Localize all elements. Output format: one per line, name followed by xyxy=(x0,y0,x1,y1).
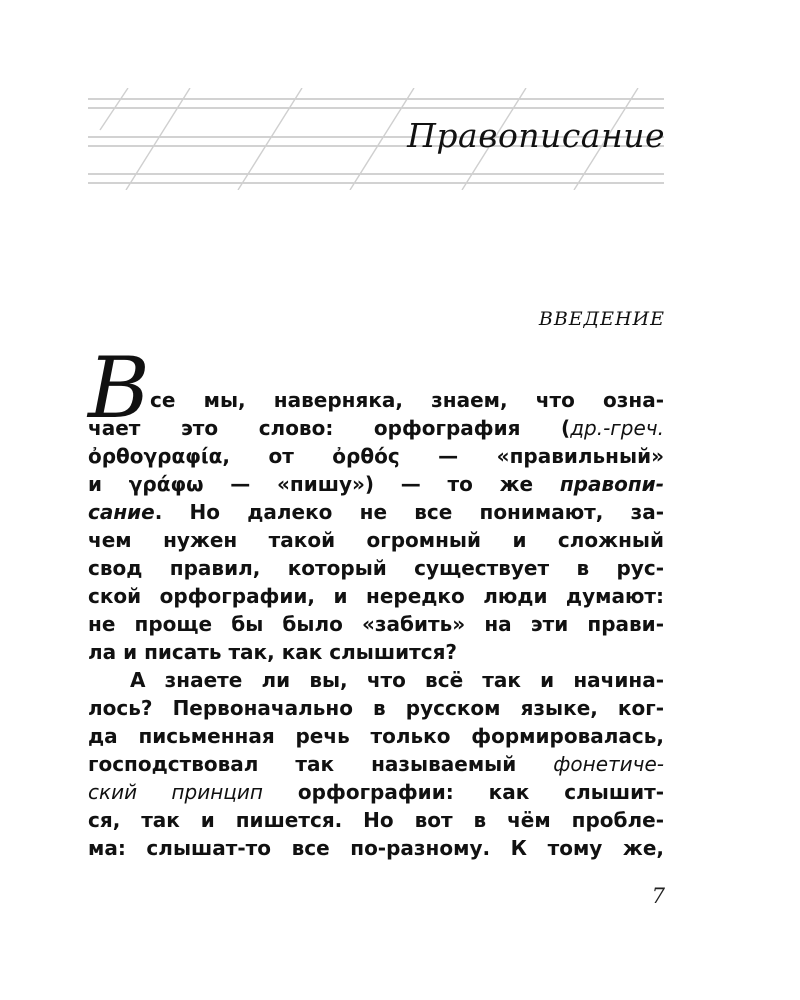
term-pravopisanie: правопи- xyxy=(559,472,664,496)
text-line xyxy=(88,694,664,722)
text-run: се мы, наверняка, знаем, что озна- xyxy=(150,388,664,412)
text-run: орфографии: как слышит- xyxy=(262,780,664,804)
term-pravopisanie-end: сание xyxy=(88,500,155,524)
etymology-note: др.-греч. xyxy=(570,416,664,440)
text-run: ὀρθογραφία, от ὀρθός — «правильный» xyxy=(88,444,664,468)
text-run: ла и писать так, как слышится? xyxy=(88,640,458,664)
text-line xyxy=(88,442,664,470)
text-line xyxy=(88,666,664,694)
text-run: лось? Первоначально в русском языке, ког- xyxy=(88,696,664,720)
text-run: свод правил, который существует в рус- xyxy=(88,556,664,580)
text-line xyxy=(88,582,664,610)
drop-cap: В xyxy=(88,339,150,437)
text-run: А знаете ли вы, что всё так и начина- xyxy=(130,668,664,692)
text-line xyxy=(88,722,664,750)
text-run: ( xyxy=(520,416,571,440)
page-number: 7 xyxy=(651,884,665,908)
text-line xyxy=(88,778,664,806)
text-run: ма: слышат-то все по-разному. К тому же, xyxy=(88,836,664,860)
term-foneticheskiy-end: ский принцип xyxy=(88,780,263,804)
text-line xyxy=(88,610,664,638)
text-run: да письменная речь только формировалась, xyxy=(88,724,664,748)
text-line xyxy=(88,834,664,862)
text-run: господствовал так называемый xyxy=(88,752,554,776)
chapter-title: Правописание xyxy=(407,116,665,155)
text-run: чает это слово: xyxy=(88,416,374,440)
text-run: и γράφω — «пишу») — то же xyxy=(88,472,560,496)
text-run: ской орфографии, и нередко люди думают: xyxy=(88,584,664,608)
text-line xyxy=(88,470,664,498)
text-run: . Но далеко не все понимают, за- xyxy=(154,500,664,524)
term-orfografiya: орфография xyxy=(373,416,521,440)
text-line xyxy=(88,526,664,554)
section-heading: ВВЕДЕНИЕ xyxy=(538,308,665,330)
text-line xyxy=(88,806,664,834)
text-line xyxy=(88,638,664,666)
text-run: не проще бы было «забить» на эти прави- xyxy=(88,612,664,636)
text-line xyxy=(88,554,664,582)
text-run: чем нужен такой огромный и сложный xyxy=(88,528,664,552)
text-line xyxy=(88,414,664,442)
term-foneticheskiy: фонетиче- xyxy=(553,752,664,776)
text-line xyxy=(88,498,664,526)
text-line xyxy=(88,750,664,778)
text-run: ся, так и пишется. Но вот в чём пробле- xyxy=(88,808,664,832)
text-line xyxy=(88,386,664,414)
